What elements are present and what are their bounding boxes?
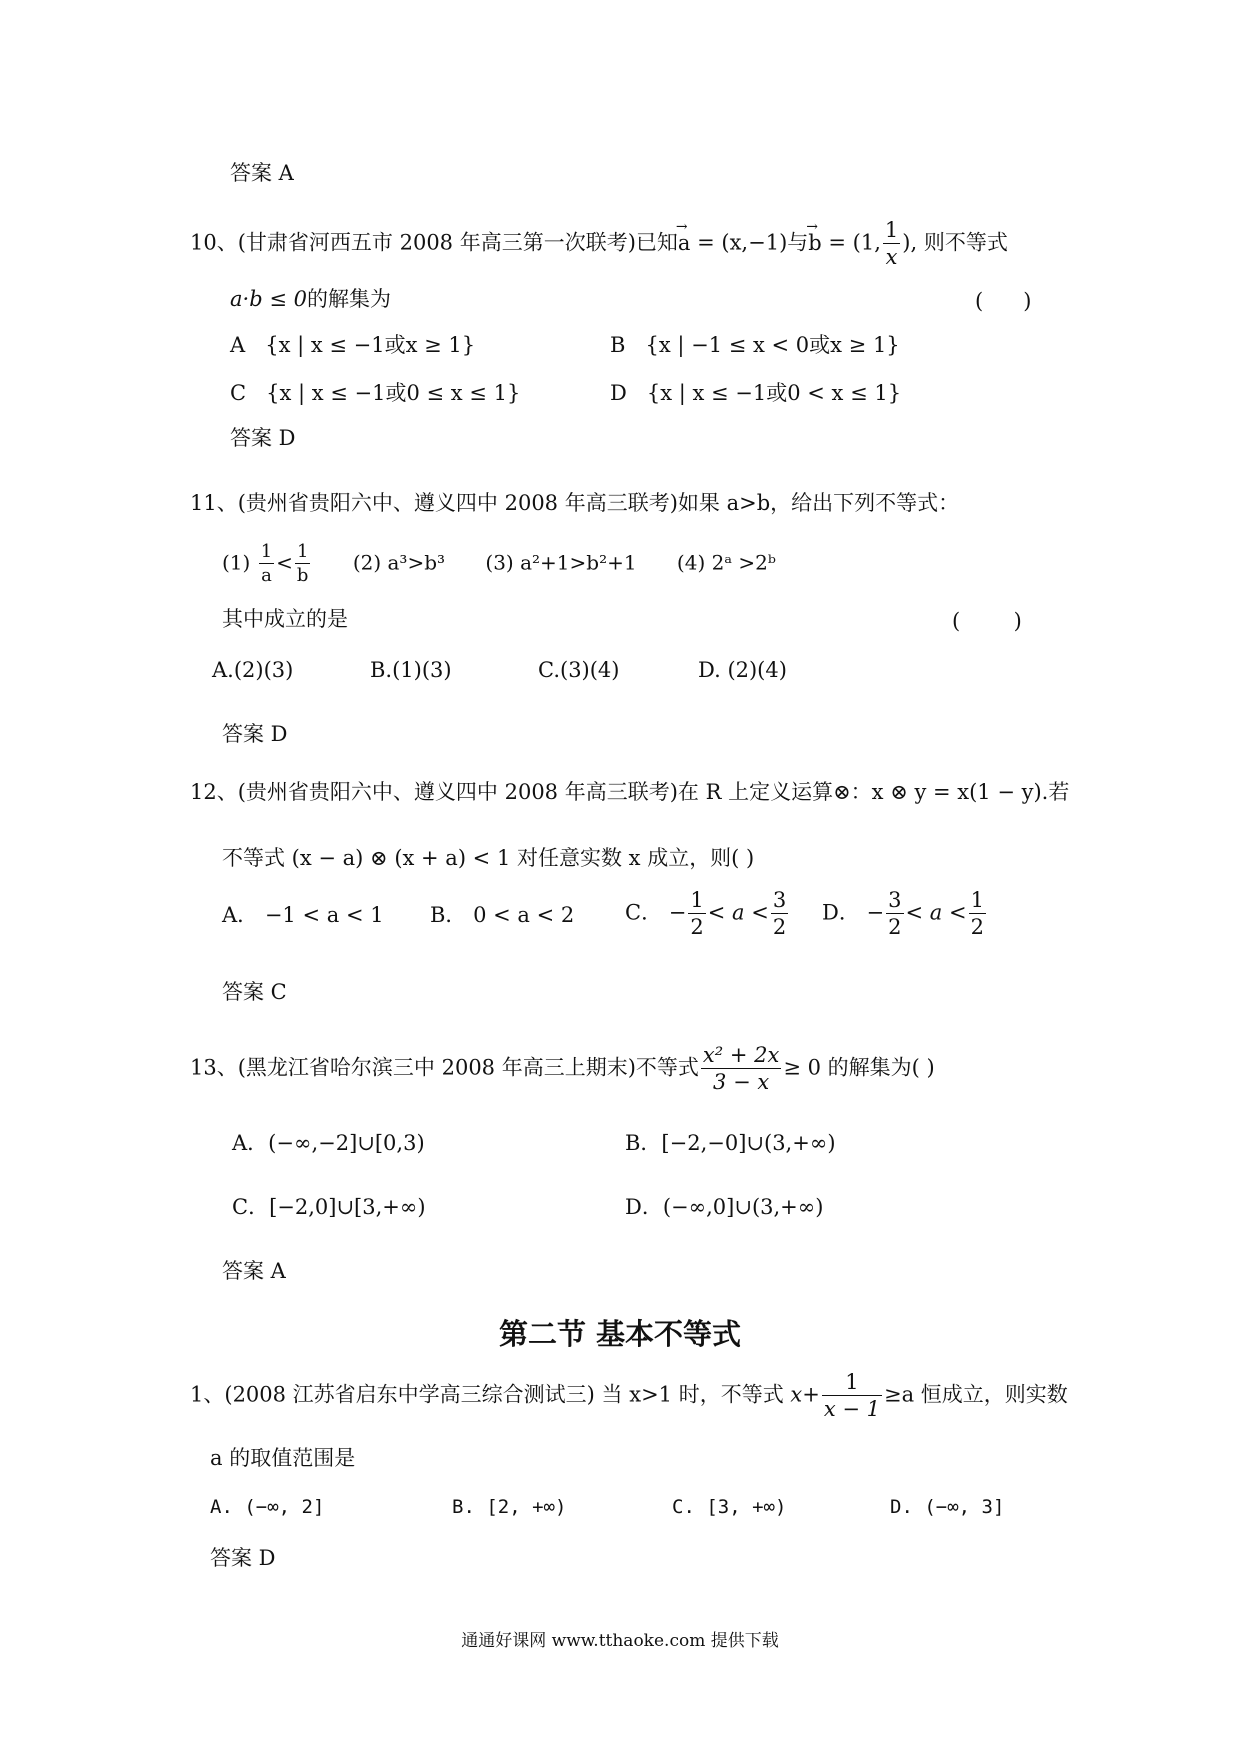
q12-option-d-mid: < a < <box>905 900 967 925</box>
q12-line1 <box>190 782 1069 803</box>
q10-vector-b-value-post: ), 则不等式 <box>902 230 1008 255</box>
q11-option-c: C.(3)(4) <box>538 658 620 682</box>
s2q1-option-c: C. [3, +∞) <box>672 1496 787 1518</box>
q13-fraction-den: 3 − x <box>713 1070 770 1094</box>
q12-stem: (贵州省贵阳六中、遵义四中 2008 年高三联考)在 R 上定义运算⊗：x ⊗ y = x(1 − y).若 <box>237 780 1070 804</box>
s2q1-option-a: A. (−∞, 2] <box>210 1496 325 1518</box>
q10-number: 10、 <box>190 230 238 255</box>
q11-answer: 答案 D <box>222 722 288 746</box>
q13-option-b: B．[−2,−0]∪(3,+∞) <box>625 1131 836 1155</box>
q12-option-b: B． 0 < a < 2 <box>430 903 575 927</box>
q12-number: 12、 <box>190 780 238 804</box>
q9-answer: 答案 A <box>230 161 294 185</box>
q10-line2 <box>230 289 391 310</box>
q12-option-c-frac-left-den: 2 <box>690 915 704 939</box>
q11-option-d: D. (2)(4) <box>698 658 787 682</box>
q10-option-d-label: D <box>610 381 627 405</box>
s2q1-fraction <box>822 1372 882 1420</box>
q13-fraction-num: x² + 2x <box>702 1043 780 1067</box>
q12-option-c-mid: < a < <box>707 900 769 925</box>
q11-item1-frac1-den: a <box>261 565 272 586</box>
q10-option-d <box>610 383 901 404</box>
s2q1-option-b: B. [2, +∞) <box>452 1496 567 1518</box>
q11-item1-frac2 <box>295 543 311 585</box>
q12-option-d-frac-left <box>886 890 903 938</box>
q10-vector-b: → b <box>808 233 821 254</box>
q10-and: 与 <box>787 230 809 255</box>
q10-vector-a: → a <box>678 233 691 254</box>
q11-answer-paren: ( ) <box>952 609 1022 633</box>
q10-answer-paren: ( ) <box>975 289 1032 313</box>
q10-option-c-label: C <box>230 381 247 405</box>
q10-option-b-text: {x | −1 ≤ x < 0或x ≥ 1} <box>645 333 900 357</box>
q13-option-d: D．(−∞,0]∪(3,+∞) <box>625 1195 824 1219</box>
q12-option-c-frac-right <box>771 890 788 938</box>
q12-option-c-label: C． <box>625 900 663 925</box>
q11-item4: (4) 2ᵃ >2ᵇ <box>676 550 776 575</box>
q10-option-a-label: A <box>230 333 246 357</box>
q12-option-d-minus: − <box>866 900 885 925</box>
q11-item1-frac1 <box>259 543 274 585</box>
q10-option-c <box>230 383 520 404</box>
q12-option-d-frac-left-den: 2 <box>888 915 902 939</box>
q11-item1-frac2-den: b <box>296 565 309 586</box>
q11-item1-lt: < <box>276 550 293 575</box>
q11-item3: (3) a²+1>b²+1 <box>485 550 637 575</box>
q11-option-a: A.(2)(3) <box>212 658 294 682</box>
q12-option-d <box>822 890 988 938</box>
s2q1-option-d: D. (−∞, 3] <box>890 1496 1005 1518</box>
q11-item1-label: (1) <box>222 550 251 575</box>
s2q1-number: 1、 <box>190 1382 225 1407</box>
s2q1-line2: a 的取值范围是 <box>210 1446 356 1470</box>
q11-item1-frac2-num: 1 <box>295 543 311 564</box>
page-footer: 通通好课网 www.tthaoke.com 提供下载 <box>461 1631 779 1651</box>
q10-option-b <box>610 335 900 356</box>
q11-number: 11、 <box>190 491 238 515</box>
q10-line2-text: 的解集为 <box>306 287 391 311</box>
q13-option-c: C．[−2,0]∪[3,+∞) <box>232 1195 426 1219</box>
q12-option-a: A． −1 < a < 1 <box>222 903 384 927</box>
q12-option-c-frac-left-num: 1 <box>690 888 704 912</box>
q10-fraction-num: 1 <box>884 218 899 242</box>
section-title: 第二节 基本不等式 <box>498 1317 742 1351</box>
q10-fraction <box>883 220 900 268</box>
q13-option-a: A．(−∞,−2]∪[0,3) <box>232 1131 425 1155</box>
s2q1-answer: 答案 D <box>210 1546 276 1570</box>
q10-option-b-label: B <box>610 333 626 357</box>
q10-source: (甘肃省河西五市 2008 年高三第一次联考)已知 <box>237 230 678 255</box>
q11-option-b: B.(1)(3) <box>370 658 452 682</box>
q13-stem-post: ≥ 0 的解集为( ) <box>783 1055 935 1080</box>
q12-option-d-frac-right <box>969 890 986 938</box>
q12-line2: 不等式 (x − a) ⊗ (x + a) < 1 对任意实数 x 成立，则( ) <box>222 846 755 870</box>
s2q1-fraction-num: 1 <box>822 1372 882 1396</box>
q12-option-c <box>625 890 790 938</box>
q12-option-d-frac-left-num: 3 <box>888 888 902 912</box>
q11-line1 <box>190 493 959 514</box>
q12-option-d-label: D． <box>822 900 860 925</box>
q10-option-a-text: {x | x ≤ −1或x ≥ 1} <box>265 333 476 357</box>
s2q1-line1 <box>190 1372 1068 1420</box>
q12-answer: 答案 C <box>222 980 287 1004</box>
q11-item1-frac1-num: 1 <box>260 541 273 562</box>
s2q1-stem-post: ≥a 恒成立，则实数 <box>884 1382 1068 1407</box>
s2q1-expr-pre: x+ <box>790 1382 820 1407</box>
s2q1-fraction-den: x − 1 <box>823 1397 881 1421</box>
q12-option-c-minus: − <box>668 900 687 925</box>
q12-option-c-frac-left <box>688 890 705 938</box>
q10-option-c-text: {x | x ≤ −1或0 ≤ x ≤ 1} <box>266 381 521 405</box>
s2q1-stem: (2008 江苏省启东中学高三综合测试三) 当 x>1 时，不等式 <box>224 1382 784 1407</box>
q12-option-c-frac-right-num: 3 <box>772 888 787 912</box>
q10-vector-b-value-pre: = (1, <box>821 230 881 255</box>
q11-items <box>222 543 776 585</box>
q13-line1 <box>190 1045 935 1093</box>
q10-option-d-text: {x | x ≤ −1或0 < x ≤ 1} <box>646 381 902 405</box>
q10-fraction-den: x <box>885 245 898 269</box>
q10-vector-a-value: = (x,−1) <box>690 230 788 255</box>
q10-dot-expr: a·b ≤ 0 <box>230 287 307 311</box>
q10-option-a <box>230 335 475 356</box>
q13-number: 13、 <box>190 1055 238 1080</box>
q13-stem: (黑龙江省哈尔滨三中 2008 年高三上期末)不等式 <box>237 1055 699 1080</box>
q11-item2: (2) a³>b³ <box>352 550 446 575</box>
q13-fraction <box>701 1045 781 1093</box>
q11-prompt: 其中成立的是 <box>222 607 348 631</box>
q10-line1 <box>190 220 1008 268</box>
q12-option-c-frac-right-den: 2 <box>772 915 787 939</box>
q12-option-d-frac-right-num: 1 <box>970 888 984 912</box>
q12-option-d-frac-right-den: 2 <box>970 915 984 939</box>
q11-stem: (贵州省贵阳六中、遵义四中 2008 年高三联考)如果 a>b，给出下列不等式： <box>237 491 960 515</box>
q10-answer: 答案 D <box>230 426 296 450</box>
q13-answer: 答案 A <box>222 1259 286 1283</box>
